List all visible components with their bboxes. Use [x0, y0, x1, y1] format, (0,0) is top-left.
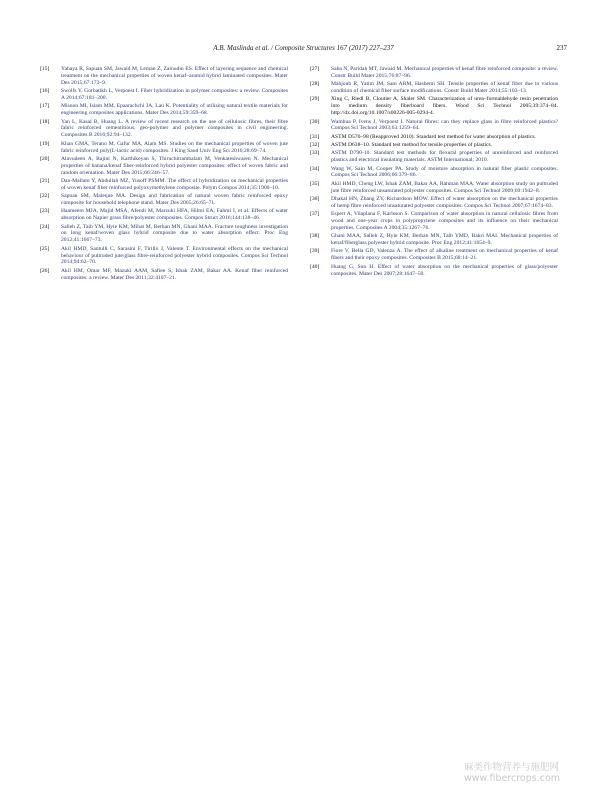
- reference-item: [310, 119, 558, 133]
- reference-text: Yahaya R, Sapuan SM, Jawaid M, Leman Z, Zainudin ES. Effect of layering sequence and chemical treatment on the mechanical properties of woven kenaf–aramid hybrid laminated composites. Mater Des 2015;67:173–9.: [61, 66, 288, 86]
- reference-number: [37]: [310, 211, 320, 218]
- reference-text: Wang W, Sain M, Cooper PA. Study of moisture absorption in natural fiber plastic composites. Compos Sci Technol 2006;66:379–86.: [331, 165, 558, 179]
- reference-number: [27]: [310, 66, 320, 72]
- reference-text: Akil HM, Omar MF, Mazuki AAM, Safiee S, Ishak ZAM, Bakar AA. Kenaf fiber reinforced composites: a review. Mater Des 2011;32:4107–21.: [61, 267, 288, 281]
- reference-item: [310, 233, 558, 247]
- reference-number: [29]: [310, 96, 320, 103]
- reference-item: [310, 211, 558, 232]
- watermark-line-2: www.fibercrops.com: [464, 773, 561, 784]
- reference-text: Dhakal HN, Zhang ZY, Richardson MOW. Effect of water absorption on the mechanical properties of hemp fibre reinforced unsaturated polyester composites. Compos Sci Technol 2007;67:1674–83.: [331, 195, 558, 209]
- reference-number: [17]: [40, 103, 50, 110]
- reference-item: [40, 224, 288, 245]
- reference-text: Swolfs Y, Gorbatikh L, Verpoest I. Fiber hybridization in polymer composites: a review. Composites A 2014;67:181–200.: [61, 88, 288, 102]
- reference-item: [310, 81, 558, 95]
- reference-text: Xing C, Riedl B, Cloutier A, Shaler SM. Characterization of urea–formaldehyde resin penetration into medium density fiberboard fibers. Wood Sci Technol 2005;39:374–84. http://dx.doi.org/10.1007/s00226-005-0294-4.: [331, 96, 558, 117]
- reference-number: [19]: [40, 140, 50, 147]
- reference-text: Mahjoub R, Yatim JM, Sam ARM, Hashemi SH. Tensile properties of kenaf fiber due to various condition of chemical fiber surface modifications. Constr Build Mater 2014;55:103–13.: [331, 81, 558, 95]
- reference-text: Akil HMD, Santulli C, Sarasini F, Tirillò J, Valente T. Environmental effects on the mechanical behaviour of pultruded jute/glass fibre-reinforced polyester hybrid composites. Compos Sci Technol 2014;94:62–70.: [61, 245, 288, 266]
- reference-number: [16]: [40, 88, 50, 95]
- reference-item: [310, 96, 558, 117]
- reference-number: [40]: [310, 263, 320, 270]
- reference-item: [310, 142, 558, 149]
- reference-text: ASTM D638–10. Standard test method for tensile properties of plastics.: [331, 142, 493, 149]
- reference-number: [28]: [310, 81, 320, 88]
- reference-number: [23]: [40, 208, 50, 215]
- reference-number: [20]: [40, 155, 50, 162]
- reference-number: [39]: [310, 248, 320, 255]
- reference-number: [21]: [40, 177, 50, 184]
- reference-item: [40, 119, 288, 140]
- reference-item: [40, 208, 288, 222]
- reference-item: [40, 66, 288, 87]
- reference-number: [26]: [40, 267, 50, 274]
- reference-text: Yan L, Kasal B, Huang L. A review of recent research on the use of cellulosic fibres, their fibre fabric reinforced cementitious, geo-polymer and polymer composites in civil engineering. Composites B 2016;92:94–132.: [61, 118, 288, 139]
- reference-text: Misnon MI, Islam MM, Epaarachchi JA, Lau K. Potentiality of utilising natural textile materials for engineering composites applications. Mater Des 2014;59:359–68.: [61, 103, 288, 117]
- reference-text: Akil HMD, Cheng LW, Ishak ZAM, Bakar AA, Rahman MAA. Water absorption study on pultruded jute fibre reinforced unsaturated polyester composites. Compos Sci Technol 2009;69:1942–8.: [331, 180, 558, 194]
- reference-text: Salleh Z, Taib YM, Hyie KM, Mihat M, Berhan MN, Ghani MAA. Fracture toughness investigation on long kenaf/woven glass hybrid composite due to water absorption effect. Proc Eng 2012;41:1667–73.: [61, 223, 288, 244]
- reference-text: Saba N, Paridah MT, Jawaid M. Mechanical properties of kenaf fibre reinforced composite: a review. Constr Build Mater 2015;76:87–96.: [331, 66, 558, 79]
- reference-number: [22]: [40, 193, 50, 200]
- reference-item: [310, 196, 558, 210]
- reference-text: Ghani MAA, Salleh Z, Hyie KM, Berhan MN, Taib YMD, Bakri MAI. Mechanical properties of kenaf/fiberglass polyester hybrid composite. Proc Eng 2012;41:1654–9.: [331, 233, 558, 247]
- reference-text: Huang G, Sun H. Effect of water absorption on the mechanical properties of glass/polyester composites. Mater Des 2007;28:1647–50.: [331, 263, 558, 277]
- reference-number: [30]: [310, 118, 320, 125]
- reference-text: Khan GMA, Terano M, Gafur MA, Alam MS. Studies on the mechanical properties of woven jute fabric reinforced poly(L-lactic acid) composites. J King Saud Univ Eng Sci 2016;28:69–74.: [61, 140, 288, 154]
- reference-number: [32]: [310, 142, 320, 149]
- reference-text: Alavudeen A, Rajini N, Karthikeyan S, Thiruchitrambalam M, Venkateshwaren N. Mechanical properties of banana/kenaf fiber-reinforced hybrid polyester composites: effect of woven fabric and random orientation. Mater Des 2015;66:246–57.: [61, 155, 288, 176]
- reference-number: [31]: [310, 133, 320, 140]
- page-number: 237: [556, 44, 567, 52]
- reference-item: [310, 181, 558, 195]
- reference-number: [25]: [40, 245, 50, 252]
- reference-number: [18]: [40, 118, 50, 125]
- running-header: [40, 44, 567, 56]
- reference-text: ASTM D570–98 (Reapproved 2010). Standard test method for water absorption of plastics.: [331, 133, 536, 140]
- running-title: A.B. Maslinda et al. / Composite Structures 167 (2017) 227–237: [213, 44, 394, 52]
- reference-number: [38]: [310, 233, 320, 240]
- reference-item: [310, 166, 558, 180]
- reference-text: Espert A, Vilaplana F, Karlsson S. Comparison of water absorption in natural cellulosic fibres from wood and one-year crops in polypropylene composites and its influence on their mechanical properties. Composites A 2004;35:1267–76.: [331, 211, 558, 231]
- watermark: [464, 762, 560, 784]
- reference-item: [310, 150, 558, 164]
- reference-text: ASTM D790-10. Standard test methods for flexural properties of unreinforced and reinforced plastics and electrical insulating materials. ASTM International; 2010.: [331, 150, 558, 164]
- reference-item: [40, 193, 288, 207]
- reference-text: Haameem MJA, Majid MSA, Afendi M, Marzuki HFA, Hilmi EA, Fahmi I, et al. Effects of water absorption on Napier grass fibre/polyester composites. Compos Struct 2016;144:138–46.: [61, 208, 288, 222]
- reference-item: [310, 248, 558, 262]
- reference-item: [310, 134, 558, 141]
- reference-number: [35]: [310, 180, 320, 187]
- reference-text: Wambua P, Ivens J, Verpoest I. Natural fibres: can they replace glass in fibre reinforced plastics? Compos Sci Technol 2003;63:1259–64.: [331, 118, 558, 132]
- reference-text: Fiore V, Bella GD, Valenza A. The effect of alkaline treatment on mechanical properties of kenaf fibers and their epoxy composites. Composites B 2015;68:14–21.: [331, 248, 558, 262]
- reference-text: Sapuan SM, Maleque MA. Design and fabrication of natural woven fabric reinforced epoxy composite for household telephone stand. Mater Des 2005;26:65–71.: [61, 193, 288, 207]
- reference-item: [40, 88, 288, 102]
- reference-item: [40, 103, 288, 117]
- reference-item: [40, 178, 288, 192]
- reference-item: [40, 141, 288, 155]
- reference-number: [34]: [310, 165, 320, 172]
- reference-number: [33]: [310, 150, 320, 157]
- reference-number: [15]: [40, 66, 50, 72]
- reference-item: [40, 156, 288, 177]
- reference-item: [310, 264, 558, 278]
- watermark-line-1: 麻类作物营养与施肥网: [464, 762, 560, 773]
- references-right-column: [310, 66, 558, 279]
- reference-item: [40, 268, 288, 282]
- reference-item: [310, 66, 558, 80]
- reference-item: [40, 246, 288, 267]
- references-left-column: [40, 66, 288, 283]
- reference-text: Dan-Mallam Y, Abdullah MZ, Yusoff PSMM. The effect of hybridization on mechanical properties of woven kenaf fiber reinforced polyoxymethylene composite. Polym Compos 2014;35:1900–10.: [61, 177, 288, 191]
- reference-number: [36]: [310, 195, 320, 202]
- reference-number: [24]: [40, 223, 50, 230]
